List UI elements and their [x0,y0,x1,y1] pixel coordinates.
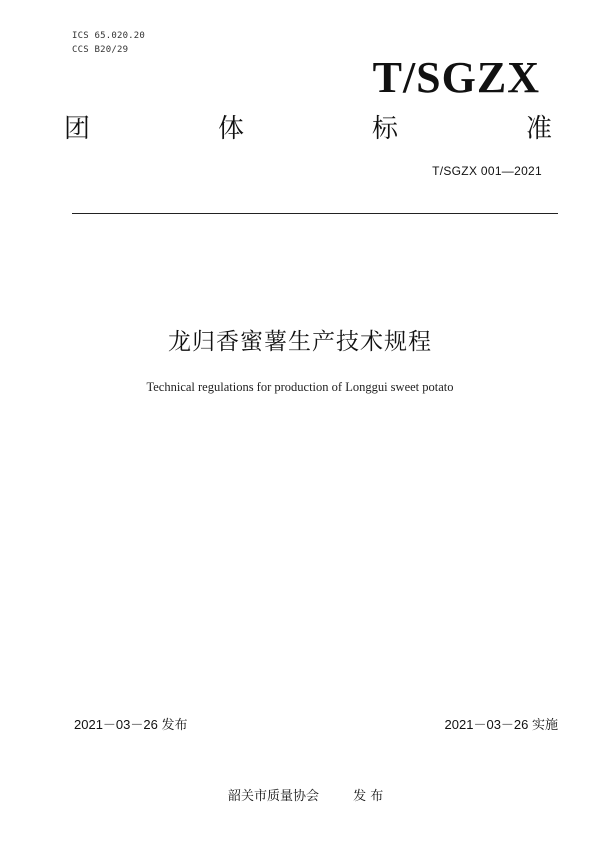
standard-type-char: 体 [217,114,244,144]
standard-type-char: 团 [64,114,91,144]
standard-logo: T/SGZX [372,53,540,102]
standard-type-char: 准 [525,114,552,144]
standard-number: T/SGZX 001—2021 [432,164,542,178]
standard-type-heading [64,112,552,146]
implementation-date: 2021－03－26 实施 [444,717,558,732]
ics-code: ICS 65.020.20 [72,31,146,41]
classification-codes [72,29,145,57]
publisher-action: 发 布 [353,789,384,804]
publisher-line [228,788,383,806]
header-divider [72,213,558,214]
ccs-code: CCS B20/29 [72,45,129,55]
document-title-english: Technical regulations for production of Longgui sweet potato [146,380,454,394]
publisher-organization: 韶关市质量协会 [228,789,320,804]
issue-date: 2021－03－26 发布 [74,717,188,732]
standard-type-char: 标 [371,114,398,144]
document-title-chinese: 龙归香蜜薯生产技术规程 [168,329,432,355]
